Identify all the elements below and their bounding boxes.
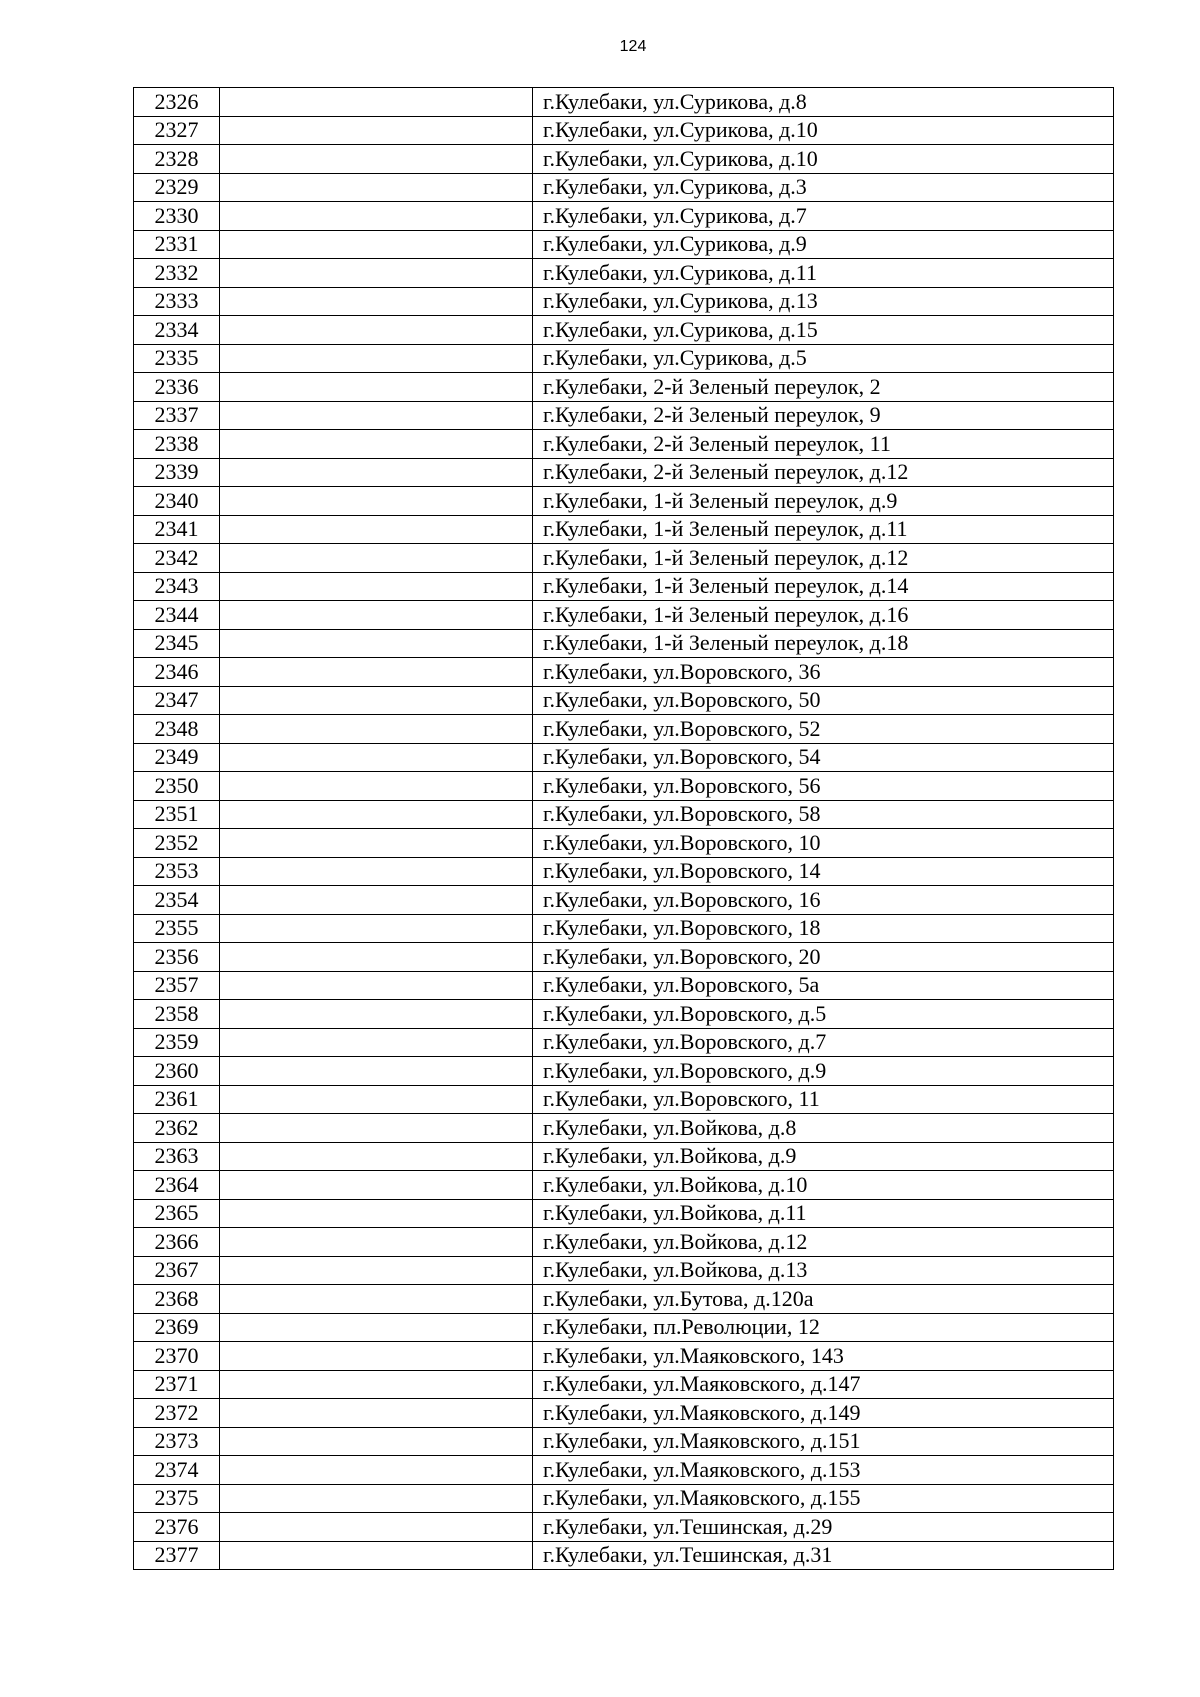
row-number-cell: 2327 [134, 116, 220, 145]
empty-cell [220, 1456, 533, 1485]
address-cell: г.Кулебаки, ул.Воровского, 5а [533, 971, 1114, 1000]
address-cell: г.Кулебаки, ул.Сурикова, д.5 [533, 344, 1114, 373]
address-cell: г.Кулебаки, ул.Маяковского, 143 [533, 1342, 1114, 1371]
address-cell: г.Кулебаки, ул.Маяковского, д.147 [533, 1370, 1114, 1399]
address-cell: г.Кулебаки, ул.Маяковского, д.155 [533, 1484, 1114, 1513]
table-row [134, 173, 1114, 202]
empty-cell [220, 1513, 533, 1542]
address-cell: г.Кулебаки, 2-й Зеленый переулок, 9 [533, 401, 1114, 430]
table-row [134, 401, 1114, 430]
table-row [134, 1199, 1114, 1228]
empty-cell [220, 629, 533, 658]
empty-cell [220, 658, 533, 687]
address-cell: г.Кулебаки, ул.Войкова, д.13 [533, 1256, 1114, 1285]
empty-cell [220, 544, 533, 573]
address-cell: г.Кулебаки, ул.Бутова, д.120а [533, 1285, 1114, 1314]
empty-cell [220, 259, 533, 288]
empty-cell [220, 373, 533, 402]
row-number-cell: 2340 [134, 487, 220, 516]
table-row [134, 686, 1114, 715]
address-cell: г.Кулебаки, 1-й Зеленый переулок, д.16 [533, 601, 1114, 630]
row-number-cell: 2353 [134, 857, 220, 886]
table-row [134, 230, 1114, 259]
table-row [134, 715, 1114, 744]
empty-cell [220, 800, 533, 829]
row-number-cell: 2376 [134, 1513, 220, 1542]
row-number-cell: 2328 [134, 145, 220, 174]
empty-cell [220, 1114, 533, 1143]
empty-cell [220, 914, 533, 943]
table-row [134, 1456, 1114, 1485]
address-cell: г.Кулебаки, ул.Воровского, 50 [533, 686, 1114, 715]
row-number-cell: 2360 [134, 1057, 220, 1086]
address-cell: г.Кулебаки, ул.Тешинская, д.29 [533, 1513, 1114, 1542]
row-number-cell: 2338 [134, 430, 220, 459]
row-number-cell: 2375 [134, 1484, 220, 1513]
table-row [134, 1228, 1114, 1257]
table-row [134, 1000, 1114, 1029]
address-cell: г.Кулебаки, ул.Войкова, д.10 [533, 1171, 1114, 1200]
address-cell: г.Кулебаки, ул.Войкова, д.9 [533, 1142, 1114, 1171]
row-number-cell: 2367 [134, 1256, 220, 1285]
table-row [134, 943, 1114, 972]
row-number-cell: 2345 [134, 629, 220, 658]
row-number-cell: 2359 [134, 1028, 220, 1057]
empty-cell [220, 715, 533, 744]
empty-cell [220, 1541, 533, 1570]
row-number-cell: 2336 [134, 373, 220, 402]
table-row [134, 743, 1114, 772]
row-number-cell: 2373 [134, 1427, 220, 1456]
address-table-body [134, 88, 1114, 1570]
row-number-cell: 2377 [134, 1541, 220, 1570]
empty-cell [220, 316, 533, 345]
table-row [134, 1513, 1114, 1542]
row-number-cell: 2372 [134, 1399, 220, 1428]
address-cell: г.Кулебаки, ул.Воровского, д.9 [533, 1057, 1114, 1086]
table-row [134, 629, 1114, 658]
row-number-cell: 2339 [134, 458, 220, 487]
address-cell: г.Кулебаки, ул.Воровского, 16 [533, 886, 1114, 915]
row-number-cell: 2331 [134, 230, 220, 259]
empty-cell [220, 1171, 533, 1200]
table-row [134, 971, 1114, 1000]
row-number-cell: 2337 [134, 401, 220, 430]
row-number-cell: 2349 [134, 743, 220, 772]
row-number-cell: 2357 [134, 971, 220, 1000]
table-row [134, 658, 1114, 687]
table-row [134, 1342, 1114, 1371]
table-row [134, 316, 1114, 345]
table-row [134, 344, 1114, 373]
table-row [134, 515, 1114, 544]
table-row [134, 1142, 1114, 1171]
empty-cell [220, 772, 533, 801]
address-cell: г.Кулебаки, ул.Воровского, 36 [533, 658, 1114, 687]
empty-cell [220, 145, 533, 174]
row-number-cell: 2371 [134, 1370, 220, 1399]
table-row [134, 1085, 1114, 1114]
table-row [134, 487, 1114, 516]
row-number-cell: 2374 [134, 1456, 220, 1485]
table-row [134, 1114, 1114, 1143]
address-cell: г.Кулебаки, 1-й Зеленый переулок, д.11 [533, 515, 1114, 544]
row-number-cell: 2333 [134, 287, 220, 316]
row-number-cell: 2370 [134, 1342, 220, 1371]
address-cell: г.Кулебаки, ул.Маяковского, д.151 [533, 1427, 1114, 1456]
row-number-cell: 2344 [134, 601, 220, 630]
empty-cell [220, 88, 533, 117]
row-number-cell: 2350 [134, 772, 220, 801]
empty-cell [220, 287, 533, 316]
table-row [134, 1285, 1114, 1314]
address-cell: г.Кулебаки, ул.Воровского, 58 [533, 800, 1114, 829]
address-cell: г.Кулебаки, 1-й Зеленый переулок, д.9 [533, 487, 1114, 516]
table-row [134, 1484, 1114, 1513]
empty-cell [220, 1199, 533, 1228]
empty-cell [220, 515, 533, 544]
page-number: 124 [619, 38, 647, 55]
row-number-cell: 2348 [134, 715, 220, 744]
table-row [134, 1370, 1114, 1399]
table-row [134, 1541, 1114, 1570]
table-row [134, 1313, 1114, 1342]
empty-cell [220, 971, 533, 1000]
empty-cell [220, 743, 533, 772]
table-row [134, 1171, 1114, 1200]
address-cell: г.Кулебаки, 2-й Зеленый переулок, д.12 [533, 458, 1114, 487]
address-cell: г.Кулебаки, ул.Воровского, 56 [533, 772, 1114, 801]
address-cell: г.Кулебаки, 1-й Зеленый переулок, д.14 [533, 572, 1114, 601]
table-row [134, 1057, 1114, 1086]
table-row [134, 829, 1114, 858]
empty-cell [220, 230, 533, 259]
address-cell: г.Кулебаки, ул.Сурикова, д.11 [533, 259, 1114, 288]
address-cell: г.Кулебаки, ул.Сурикова, д.8 [533, 88, 1114, 117]
row-number-cell: 2354 [134, 886, 220, 915]
empty-cell [220, 1142, 533, 1171]
address-cell: г.Кулебаки, ул.Войкова, д.11 [533, 1199, 1114, 1228]
table-row [134, 886, 1114, 915]
row-number-cell: 2365 [134, 1199, 220, 1228]
empty-cell [220, 487, 533, 516]
row-number-cell: 2332 [134, 259, 220, 288]
address-cell: г.Кулебаки, ул.Воровского, 52 [533, 715, 1114, 744]
row-number-cell: 2347 [134, 686, 220, 715]
empty-cell [220, 430, 533, 459]
table-row [134, 202, 1114, 231]
empty-cell [220, 1285, 533, 1314]
table-row [134, 572, 1114, 601]
empty-cell [220, 458, 533, 487]
empty-cell [220, 116, 533, 145]
address-table [133, 87, 1114, 1570]
address-cell: г.Кулебаки, ул.Воровского, 54 [533, 743, 1114, 772]
table-row [134, 1427, 1114, 1456]
address-cell: г.Кулебаки, ул.Сурикова, д.13 [533, 287, 1114, 316]
row-number-cell: 2356 [134, 943, 220, 972]
address-cell: г.Кулебаки, ул.Сурикова, д.7 [533, 202, 1114, 231]
address-cell: г.Кулебаки, ул.Сурикова, д.10 [533, 145, 1114, 174]
table-row [134, 601, 1114, 630]
empty-cell [220, 1057, 533, 1086]
table-row [134, 914, 1114, 943]
empty-cell [220, 572, 533, 601]
address-cell: г.Кулебаки, 2-й Зеленый переулок, 11 [533, 430, 1114, 459]
address-cell: г.Кулебаки, ул.Сурикова, д.3 [533, 173, 1114, 202]
empty-cell [220, 686, 533, 715]
table-row [134, 430, 1114, 459]
row-number-cell: 2335 [134, 344, 220, 373]
row-number-cell: 2369 [134, 1313, 220, 1342]
table-row [134, 145, 1114, 174]
address-cell: г.Кулебаки, ул.Маяковского, д.149 [533, 1399, 1114, 1428]
address-cell: г.Кулебаки, ул.Сурикова, д.15 [533, 316, 1114, 345]
empty-cell [220, 857, 533, 886]
row-number-cell: 2346 [134, 658, 220, 687]
table-row [134, 1256, 1114, 1285]
table-row [134, 458, 1114, 487]
empty-cell [220, 1000, 533, 1029]
address-cell: г.Кулебаки, ул.Войкова, д.8 [533, 1114, 1114, 1143]
address-cell: г.Кулебаки, ул.Сурикова, д.10 [533, 116, 1114, 145]
address-cell: г.Кулебаки, пл.Революции, 12 [533, 1313, 1114, 1342]
table-row [134, 544, 1114, 573]
address-cell: г.Кулебаки, ул.Воровского, 11 [533, 1085, 1114, 1114]
empty-cell [220, 1342, 533, 1371]
row-number-cell: 2329 [134, 173, 220, 202]
empty-cell [220, 886, 533, 915]
empty-cell [220, 1370, 533, 1399]
address-cell: г.Кулебаки, ул.Воровского, 18 [533, 914, 1114, 943]
table-row [134, 259, 1114, 288]
empty-cell [220, 1028, 533, 1057]
empty-cell [220, 943, 533, 972]
empty-cell [220, 1228, 533, 1257]
table-row [134, 116, 1114, 145]
empty-cell [220, 344, 533, 373]
row-number-cell: 2342 [134, 544, 220, 573]
table-row [134, 857, 1114, 886]
row-number-cell: 2326 [134, 88, 220, 117]
empty-cell [220, 601, 533, 630]
address-cell: г.Кулебаки, ул.Воровского, д.5 [533, 1000, 1114, 1029]
table-row [134, 1399, 1114, 1428]
empty-cell [220, 1085, 533, 1114]
table-row [134, 287, 1114, 316]
table-row [134, 772, 1114, 801]
empty-cell [220, 1427, 533, 1456]
address-cell: г.Кулебаки, ул.Воровского, 10 [533, 829, 1114, 858]
address-cell: г.Кулебаки, ул.Воровского, д.7 [533, 1028, 1114, 1057]
address-cell: г.Кулебаки, ул.Тешинская, д.31 [533, 1541, 1114, 1570]
address-cell: г.Кулебаки, ул.Войкова, д.12 [533, 1228, 1114, 1257]
empty-cell [220, 202, 533, 231]
row-number-cell: 2358 [134, 1000, 220, 1029]
row-number-cell: 2352 [134, 829, 220, 858]
empty-cell [220, 173, 533, 202]
empty-cell [220, 829, 533, 858]
row-number-cell: 2351 [134, 800, 220, 829]
address-cell: г.Кулебаки, ул.Сурикова, д.9 [533, 230, 1114, 259]
row-number-cell: 2334 [134, 316, 220, 345]
row-number-cell: 2362 [134, 1114, 220, 1143]
address-cell: г.Кулебаки, 1-й Зеленый переулок, д.12 [533, 544, 1114, 573]
address-cell: г.Кулебаки, ул.Воровского, 14 [533, 857, 1114, 886]
row-number-cell: 2368 [134, 1285, 220, 1314]
empty-cell [220, 1313, 533, 1342]
row-number-cell: 2341 [134, 515, 220, 544]
address-cell: г.Кулебаки, ул.Маяковского, д.153 [533, 1456, 1114, 1485]
table-row [134, 1028, 1114, 1057]
table-row [134, 373, 1114, 402]
empty-cell [220, 1256, 533, 1285]
row-number-cell: 2366 [134, 1228, 220, 1257]
table-row [134, 800, 1114, 829]
address-cell: г.Кулебаки, 2-й Зеленый переулок, 2 [533, 373, 1114, 402]
row-number-cell: 2355 [134, 914, 220, 943]
empty-cell [220, 401, 533, 430]
row-number-cell: 2361 [134, 1085, 220, 1114]
row-number-cell: 2363 [134, 1142, 220, 1171]
address-cell: г.Кулебаки, ул.Воровского, 20 [533, 943, 1114, 972]
address-cell: г.Кулебаки, 1-й Зеленый переулок, д.18 [533, 629, 1114, 658]
empty-cell [220, 1399, 533, 1428]
row-number-cell: 2364 [134, 1171, 220, 1200]
empty-cell [220, 1484, 533, 1513]
row-number-cell: 2343 [134, 572, 220, 601]
row-number-cell: 2330 [134, 202, 220, 231]
table-row [134, 88, 1114, 117]
